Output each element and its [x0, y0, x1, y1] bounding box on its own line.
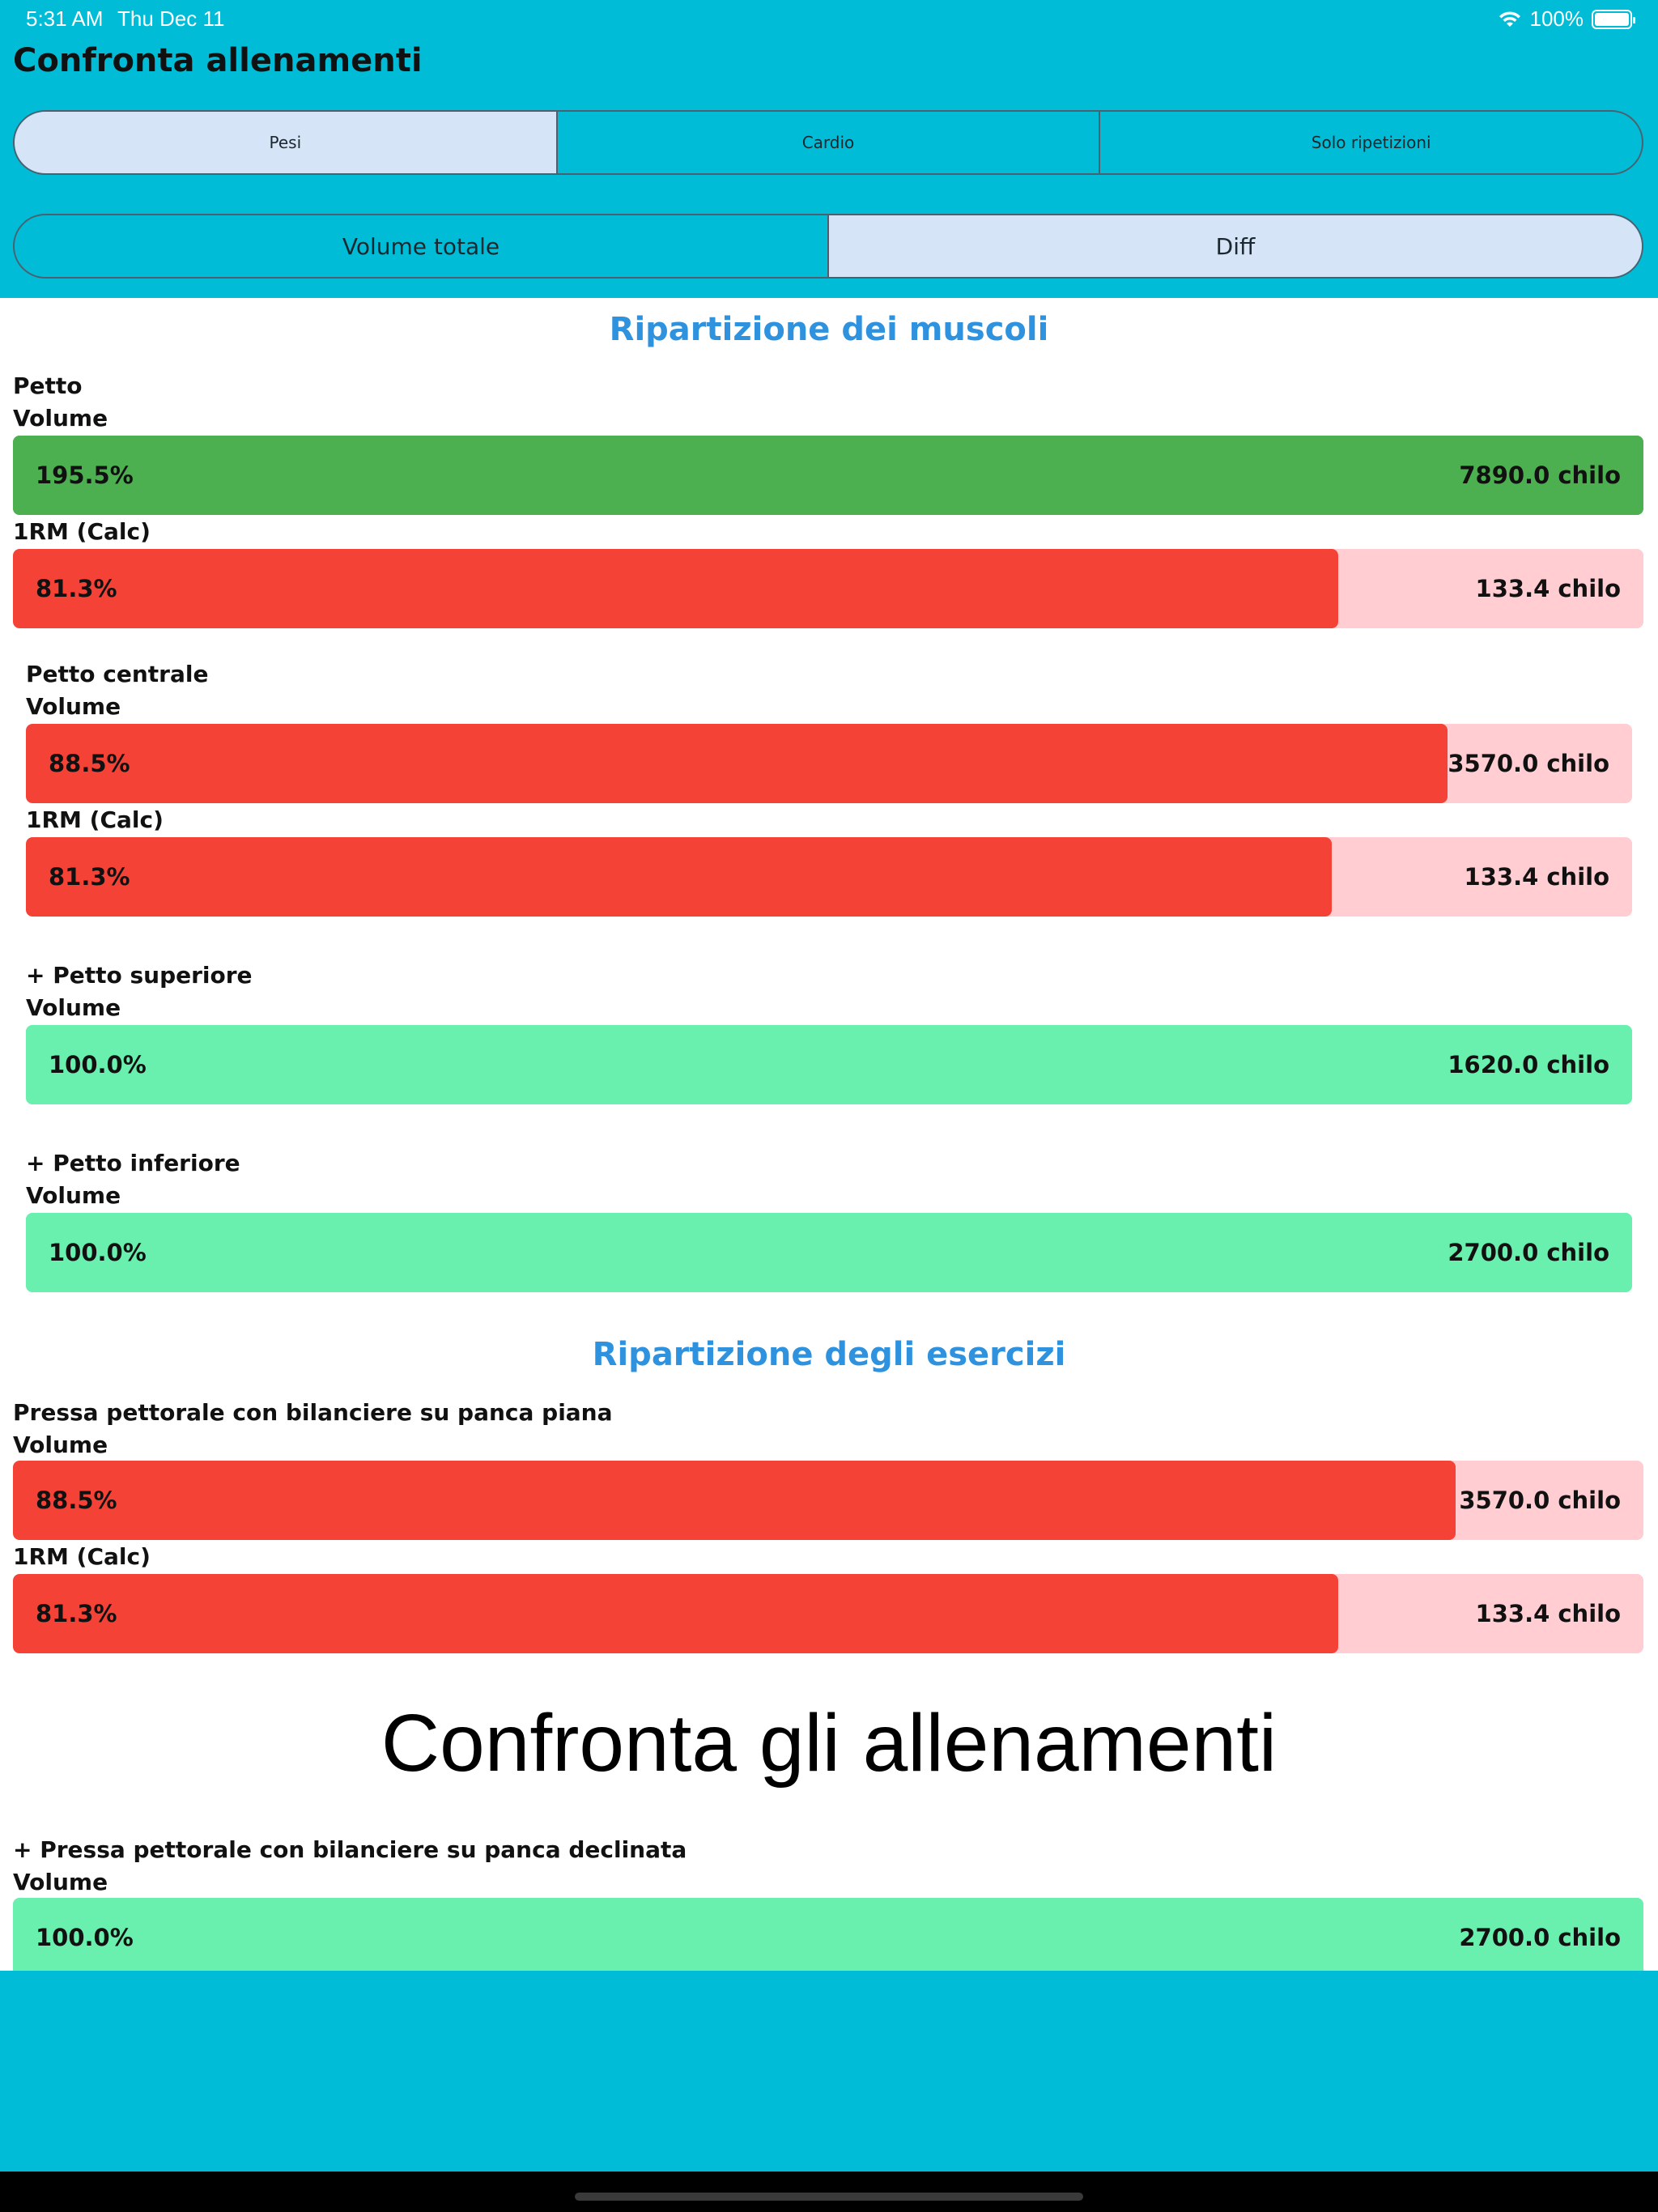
bar-percent: 100.0% — [49, 1239, 147, 1266]
bar-value: 2700.0 chilo — [1448, 1239, 1609, 1266]
bar-value: 3570.0 chilo — [1448, 750, 1609, 777]
bar-value: 1620.0 chilo — [1448, 1051, 1609, 1078]
comparison-bar — [26, 1025, 1632, 1104]
metric-label: Volume — [13, 405, 108, 432]
comparison-bar — [13, 1574, 1643, 1653]
metric-label: Volume — [26, 994, 121, 1021]
bar-percent: 88.5% — [36, 1487, 117, 1514]
group-label-petto-inferiore: + Petto inferiore — [26, 1150, 240, 1176]
battery-percent: 100% — [1529, 6, 1584, 31]
bar-value: 7890.0 chilo — [1459, 462, 1621, 489]
bar-fill — [13, 436, 1643, 515]
tab-cardio[interactable]: Cardio — [558, 112, 1101, 173]
comparison-bar — [13, 1461, 1643, 1540]
exercise-label: + Pressa pettorale con bilanciere su panca declinata — [13, 1836, 687, 1863]
status-bar — [0, 0, 1658, 39]
bar-value: 133.4 chilo — [1475, 1600, 1621, 1627]
workout-type-selector — [13, 110, 1643, 175]
section-title-muscles: Ripartizione dei muscoli — [609, 311, 1049, 348]
bar-fill — [26, 1025, 1632, 1104]
comparison-bar — [13, 436, 1643, 515]
metric-label: 1RM (Calc) — [13, 518, 151, 545]
tab-pesi[interactable]: Pesi — [15, 112, 558, 173]
metric-label: Volume — [26, 693, 121, 720]
bar-percent: 100.0% — [49, 1051, 147, 1078]
bottom-panel — [0, 1971, 1658, 2172]
bar-fill — [13, 1461, 1456, 1540]
metric-label: 1RM (Calc) — [13, 1543, 151, 1570]
app-header — [0, 0, 1658, 298]
tab-solo-ripetizioni[interactable]: Solo ripetizioni — [1311, 133, 1431, 152]
group-label-petto-superiore: + Petto superiore — [26, 962, 253, 989]
bar-percent: 100.0% — [36, 1924, 134, 1951]
comparison-bar — [13, 549, 1643, 628]
home-indicator[interactable] — [575, 2193, 1083, 2201]
battery-icon — [1592, 10, 1632, 29]
comparison-mode-selector — [13, 214, 1643, 279]
section-title-exercises: Ripartizione degli esercizi — [592, 1336, 1066, 1373]
bar-value: 3570.0 chilo — [1459, 1487, 1621, 1514]
bar-fill — [26, 837, 1332, 917]
bar-fill — [13, 549, 1338, 628]
comparison-bar — [13, 1898, 1643, 1977]
status-time: 5:31 AM — [26, 6, 104, 31]
status-date: Thu Dec 11 — [117, 6, 225, 31]
bar-percent: 195.5% — [36, 462, 134, 489]
tab-volume-totale[interactable]: Volume totale — [15, 215, 829, 277]
bar-percent: 81.3% — [36, 1600, 117, 1627]
bar-fill — [13, 1574, 1338, 1653]
bar-percent: 88.5% — [49, 750, 130, 777]
comparison-bar — [26, 837, 1632, 917]
metric-label: 1RM (Calc) — [26, 806, 164, 833]
group-label-petto: Petto — [13, 372, 83, 399]
comparison-bar — [26, 724, 1632, 803]
page-title: Confronta allenamenti — [13, 42, 423, 79]
bar-value: 2700.0 chilo — [1459, 1924, 1621, 1951]
bar-fill — [26, 724, 1448, 803]
metric-label: Volume — [13, 1869, 108, 1895]
overlay-title: Confronta gli allenamenti — [380, 1698, 1278, 1789]
group-label-petto-centrale: Petto centrale — [26, 661, 209, 687]
bar-fill — [26, 1213, 1632, 1292]
comparison-bar — [26, 1213, 1632, 1292]
metric-label: Volume — [13, 1431, 108, 1458]
metric-label: Volume — [26, 1182, 121, 1209]
bar-value: 133.4 chilo — [1475, 575, 1621, 602]
bar-fill — [13, 1898, 1643, 1977]
exercise-label: Pressa pettorale con bilanciere su panca piana — [13, 1399, 613, 1426]
bar-value: 133.4 chilo — [1464, 863, 1609, 891]
home-indicator-area — [0, 2172, 1658, 2212]
bar-percent: 81.3% — [36, 575, 117, 602]
bar-percent: 81.3% — [49, 863, 130, 891]
tab-diff[interactable]: Diff — [829, 215, 1642, 277]
wifi-icon — [1498, 11, 1522, 28]
status-right — [1498, 6, 1633, 32]
